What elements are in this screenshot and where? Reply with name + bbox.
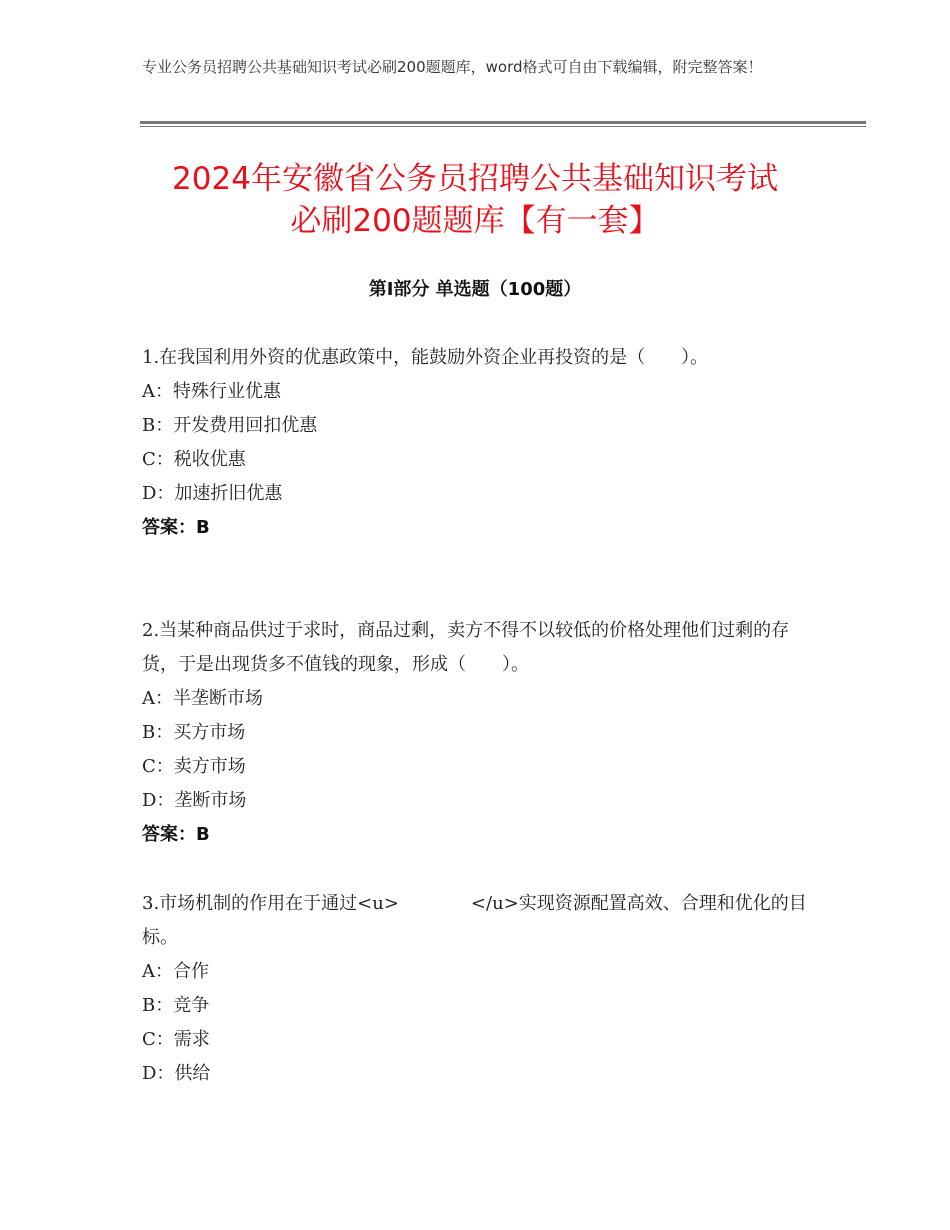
option-c: C：需求 [142,1029,210,1050]
question-stem: 1.在我国利用外资的优惠政策中，能鼓励外资企业再投资的是（ ）。 [142,347,709,368]
document-title [100,158,850,242]
option-a: A：特殊行业优惠 [142,381,281,402]
section-title: 第Ⅰ部分 单选题（100题） [368,279,582,300]
option-a: A：合作 [142,961,209,982]
divider-thick-line [140,121,866,124]
answer: 答案：B [142,517,210,538]
answer: 答案：B [142,824,210,845]
option-b: B：竞争 [142,995,210,1016]
question-1 [142,341,812,545]
question-3 [142,887,812,1091]
option-d: D：加速折旧优惠 [142,483,283,504]
option-c: C：卖方市场 [142,756,246,777]
option-d: D：垄断市场 [142,790,247,811]
option-d: D：供给 [142,1063,211,1084]
title-line-1: 2024年安徽省公务员招聘公共基础知识考试 [172,161,778,197]
option-a: A：半垄断市场 [142,688,263,709]
header-divider [140,121,866,127]
option-b: B：开发费用回扣优惠 [142,415,318,436]
question-2 [142,614,812,852]
divider-thin-line [140,126,866,127]
question-stem: 2.当某种商品供过于求时，商品过剩，卖方不得不以较低的价格处理他们过剩的存货，于是出现货多不值钱的现象，形成（ ）。 [142,620,790,675]
question-stem: 3.市场机制的作用在于通过<u> </u>实现资源配置高效、合理和优化的目标。 [142,893,807,948]
title-line-2: 必刷200题题库【有一套】 [290,203,660,239]
option-c: C：税收优惠 [142,449,246,470]
header-note: 专业公务员招聘公共基础知识考试必刷200题题库，word格式可自由下载编辑，附完整答案！ [142,58,763,76]
option-b: B：买方市场 [142,722,246,743]
